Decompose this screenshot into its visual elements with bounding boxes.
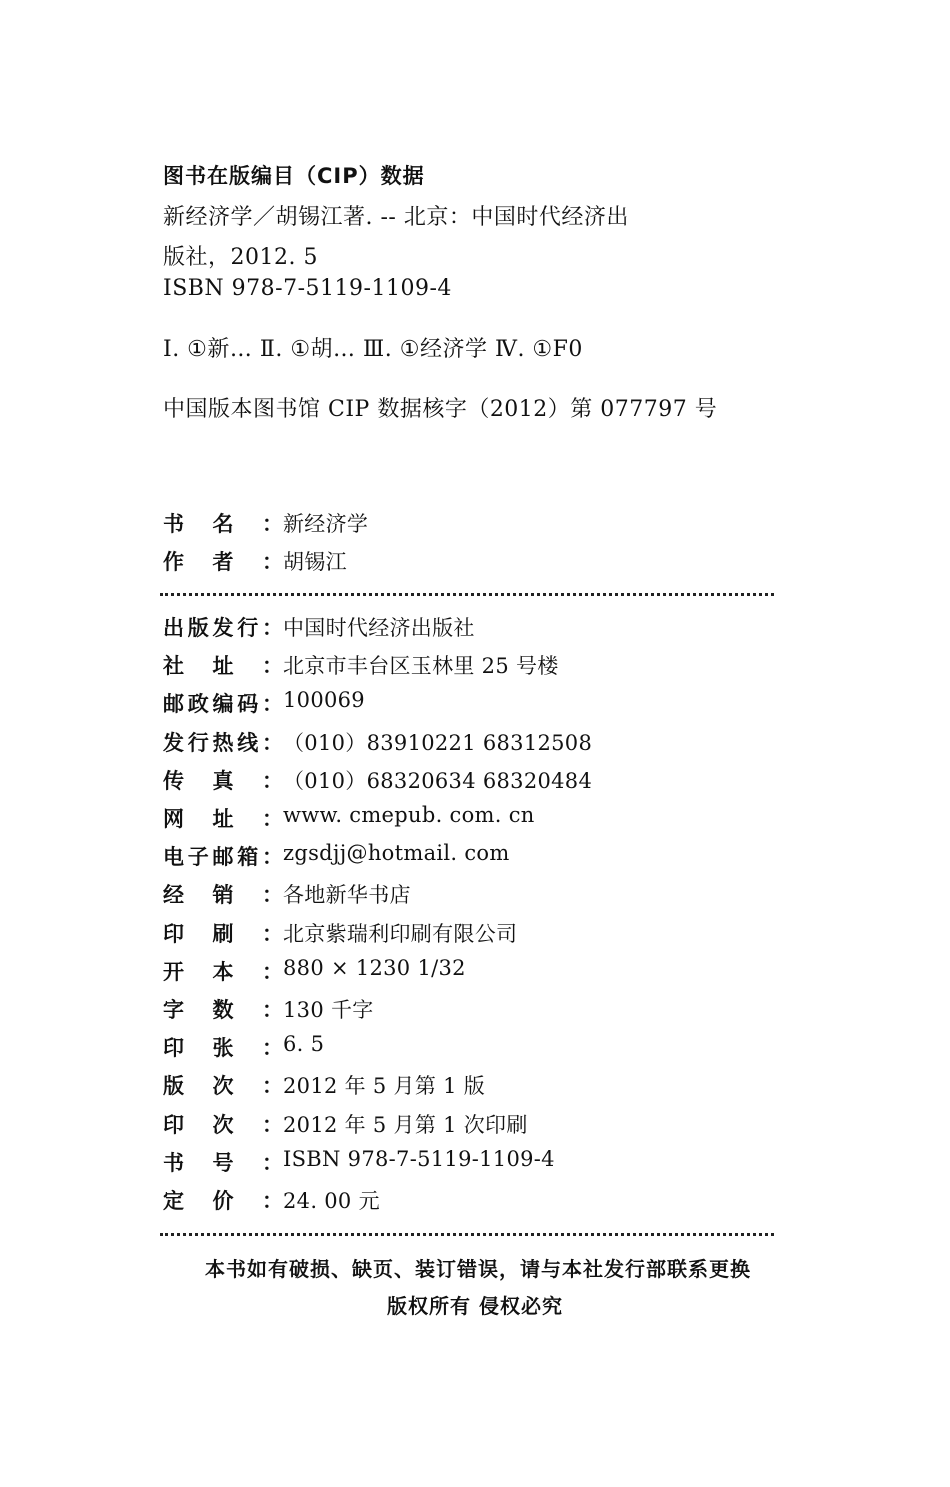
info-value: 北京紫瑞利印刷有限公司 [283, 922, 518, 946]
info-label: 传 真 ： [163, 769, 283, 793]
info-value: 24. 00 元 [283, 1189, 380, 1213]
info-value: 中国时代经济出版社 [283, 616, 475, 640]
info-value: 880 × 1230 1/32 [283, 956, 466, 980]
info-value: （010）68320634 68320484 [283, 769, 593, 793]
info-value: 2012 年 5 月第 1 次印刷 [283, 1113, 528, 1137]
info-label: 字 数 ： [163, 998, 283, 1022]
info-value: 6. 5 [283, 1032, 325, 1056]
info-label: 书 号 ： [163, 1151, 283, 1175]
cip-approval-number: 中国版本图书馆 CIP 数据核字（2012）第 077797 号 [163, 397, 718, 422]
book-author-value: 胡锡江 [283, 550, 347, 574]
info-value: www. cmepub. com. cn [283, 803, 535, 827]
info-label: 发 行 热 线 ： [163, 731, 283, 755]
cip-classification: Ⅰ. ①新… Ⅱ. ①胡… Ⅲ. ①经济学 Ⅳ. ①F0 [163, 337, 583, 362]
dotted-divider-bottom [160, 1233, 774, 1236]
info-value: 北京市丰台区玉林里 25 号楼 [283, 654, 559, 678]
info-label: 定 价 ： [163, 1189, 283, 1213]
dotted-divider-top [160, 593, 774, 596]
info-label: 网 址 ： [163, 807, 283, 831]
info-value: 2012 年 5 月第 1 版 [283, 1074, 486, 1098]
info-value: ISBN 978-7-5119-1109-4 [283, 1147, 555, 1171]
info-label: 出 版 发 行 ： [163, 616, 283, 640]
cip-entry-line-2: 版社，2012. 5 [163, 245, 318, 270]
info-label: 印 张 ： [163, 1036, 283, 1060]
replacement-notice: 本书如有破损、缺页、装订错误，请与本社发行部联系更换 [205, 1257, 751, 1281]
book-author-label: 作 者 ： [163, 550, 283, 574]
info-label: 经 销 ： [163, 883, 283, 907]
cip-entry-line-1: 新经济学／胡锡江著. -- 北京：中国时代经济出 [163, 205, 629, 230]
cip-isbn: ISBN 978-7-5119-1109-4 [163, 276, 452, 301]
info-value: 130 千字 [283, 998, 374, 1022]
info-value: 各地新华书店 [283, 883, 411, 907]
book-title-value: 新经济学 [283, 512, 369, 536]
copyright-notice: 版权所有 侵权必究 [387, 1294, 563, 1318]
info-value: 100069 [283, 688, 365, 712]
info-label: 开 本 ： [163, 960, 283, 984]
info-label: 印 刷 ： [163, 922, 283, 946]
info-label: 版 次 ： [163, 1074, 283, 1098]
book-title-label: 书 名 ： [163, 512, 283, 536]
info-value: （010）83910221 68312508 [283, 731, 593, 755]
info-label: 电 子 邮 箱 ： [163, 845, 283, 869]
info-value: zgsdjj@hotmail. com [283, 841, 510, 865]
info-label: 社 址 ： [163, 654, 283, 678]
info-label: 印 次 ： [163, 1113, 283, 1137]
info-label: 邮 政 编 码 ： [163, 692, 283, 716]
cip-title: 图书在版编目（CIP）数据 [163, 164, 425, 188]
